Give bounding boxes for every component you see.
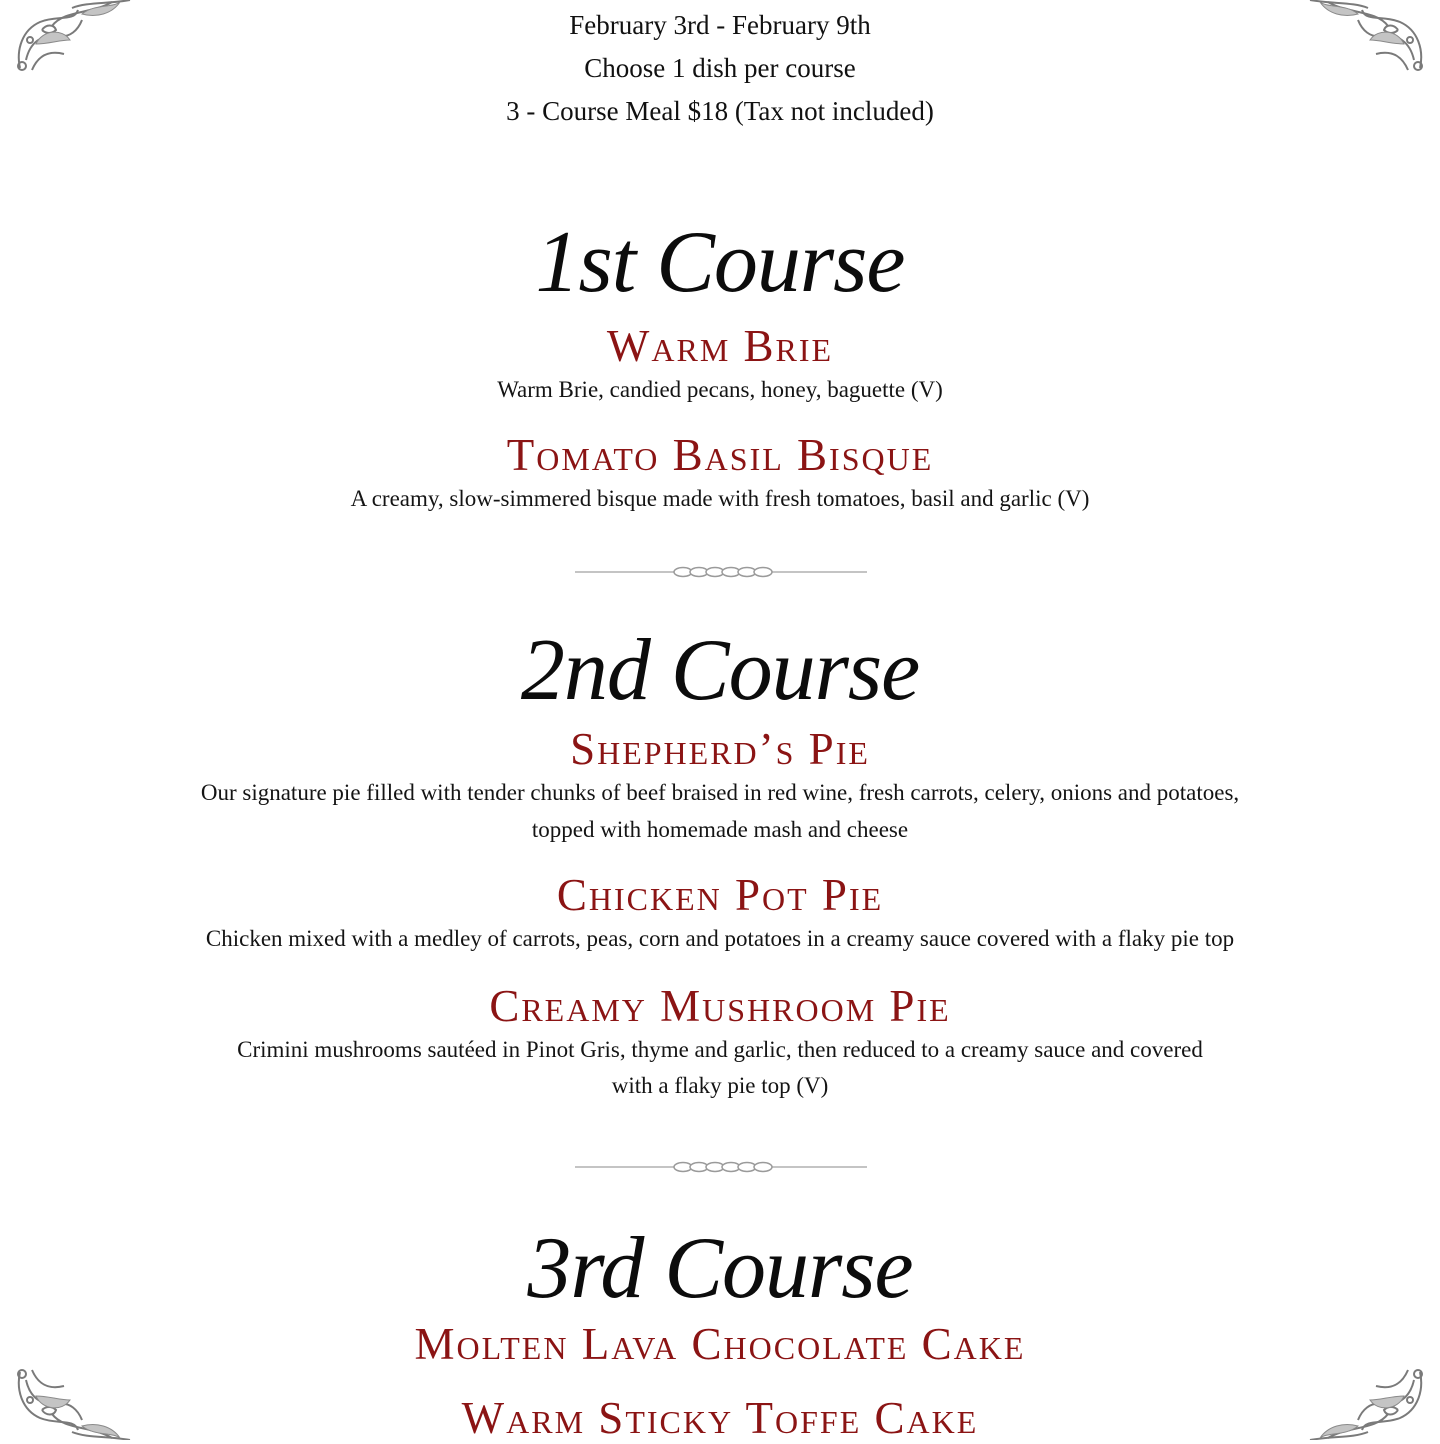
dish-description: Warm Brie, candied pecans, honey, baguette (V)	[497, 377, 943, 402]
dish-description: Chicken mixed with a medley of carrots, peas, corn and potatoes in a creamy sauce covered with a flaky pie top	[205, 926, 1235, 951]
dish-name: Molten Lava Chocolate Cake	[414, 1319, 1026, 1369]
menu-instruction: Choose 1 dish per course	[584, 53, 856, 83]
dish-description: Our signature pie filled with tender chunks of beef braised in red wine, fresh carrots, celery, onions and potatoes,	[200, 780, 1240, 805]
dish-description: with a flaky pie top (V)	[611, 1073, 829, 1098]
chain-divider-icon	[575, 565, 867, 579]
chain-divider-icon	[575, 1160, 867, 1174]
dish-name: Chicken Pot Pie	[556, 870, 884, 920]
dish-name: Creamy Mushroom Pie	[489, 981, 951, 1031]
dish-description: Crimini mushrooms sautéed in Pinot Gris, thyme and garlic, then reduced to a creamy sauce and covered	[237, 1037, 1203, 1062]
dish-description: A creamy, slow-simmered bisque made with fresh tomatoes, basil and garlic (V)	[350, 486, 1090, 511]
dish-name: Shepherd’s Pie	[570, 724, 870, 774]
dish-name: Warm Brie	[606, 321, 834, 371]
menu-dates: February 3rd - February 9th	[569, 10, 871, 40]
dish-description: topped with homemade mash and cheese	[531, 817, 909, 842]
dish-name: Warm Sticky Toffe Cake	[461, 1393, 979, 1443]
dish-name: Tomato Basil Bisque	[506, 430, 934, 480]
course-title-1: 1st Course	[535, 214, 905, 311]
course-title-3: 3rd Course	[527, 1220, 913, 1317]
course-title-2: 2nd Course	[520, 622, 920, 719]
menu-price: 3 - Course Meal $18 (Tax not included)	[506, 96, 934, 126]
